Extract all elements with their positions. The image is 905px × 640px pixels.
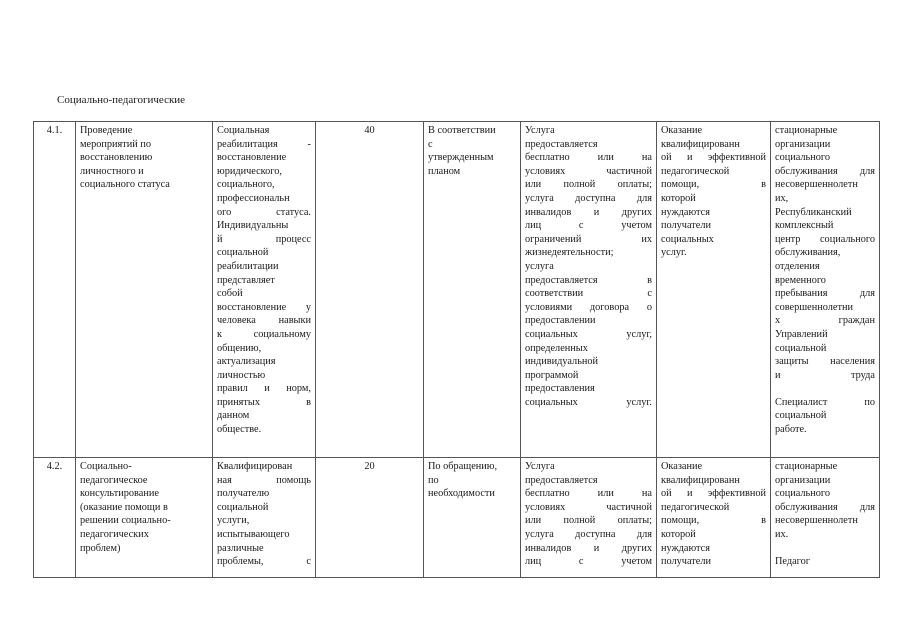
criteria-cell	[657, 458, 771, 578]
cell-line: работе.	[775, 424, 807, 436]
cell-line: По обращению,	[428, 461, 498, 472]
cell-line: представляет	[217, 274, 275, 286]
cell-line: Республиканский	[775, 206, 852, 218]
cell-line: планом	[428, 165, 461, 177]
cell-line: Социальная	[217, 125, 270, 136]
cell-line: их.	[775, 528, 789, 540]
cell-line: юридического,	[217, 165, 282, 177]
cell-line: педагогической	[661, 501, 730, 513]
cell-line: ого статуса.	[217, 206, 311, 218]
cell-line: проблем)	[80, 542, 121, 554]
cell-line: стационарные	[775, 125, 838, 136]
cell-line: бесплатно или на	[525, 152, 652, 164]
cell-line: стационарные	[775, 461, 838, 472]
cell-line: общению,	[217, 342, 262, 354]
cell-line: отделения	[775, 260, 820, 272]
row-number: 4.1.	[34, 122, 76, 458]
cell-line: восстановление у	[217, 301, 311, 313]
row-number: 4.2.	[34, 458, 76, 578]
cell-line: реабилитация -	[217, 138, 311, 150]
service-content-cell	[213, 458, 316, 578]
cell-line: реабилитации	[217, 260, 279, 272]
table-row	[34, 122, 880, 458]
cell-line: и труда	[775, 369, 875, 381]
cell-line: ой и эффективной	[661, 152, 766, 164]
cell-line: или полной оплаты;	[525, 179, 652, 191]
cell-line: личностного и	[80, 165, 144, 177]
cell-line: Квалифицирован	[217, 461, 293, 472]
conditions-cell	[521, 122, 657, 458]
cell-line: к социальному	[217, 328, 311, 340]
cell-line: пребывания для	[775, 288, 875, 300]
cell-line: восстановлению	[80, 152, 153, 164]
cell-line: социального	[775, 488, 831, 500]
cell-line: принятых в	[217, 396, 311, 408]
cell-line: предоставляется	[525, 474, 598, 486]
cell-line: собой	[217, 288, 243, 300]
cell-line: личностью	[217, 369, 266, 381]
cell-line: ой и эффективной	[661, 488, 766, 500]
cell-line: профессиональн	[217, 192, 290, 204]
cell-line: временного	[775, 274, 826, 286]
cell-line: их,	[775, 192, 789, 204]
cell-line: соответствии с	[525, 288, 652, 300]
service-name-cell	[76, 458, 213, 578]
cell-line: социальной	[775, 342, 827, 354]
cell-line: Специалист по	[775, 396, 875, 408]
cell-line: помощи, в	[661, 515, 766, 527]
cell-line: предоставления	[525, 383, 595, 395]
cell-line: по	[428, 474, 439, 486]
cell-line: нуждаются	[661, 542, 710, 554]
cell-line: услуга доступна для	[525, 192, 652, 204]
cell-line: индивидуальной	[525, 356, 599, 368]
cell-line: (оказание помощи в	[80, 501, 168, 513]
cell-line: педагогическое	[80, 474, 148, 486]
cell-line: правил и норм,	[217, 383, 311, 395]
cell-line: социальной	[775, 410, 827, 422]
cell-line: социальной	[217, 247, 269, 259]
cell-line: Управлений	[775, 328, 828, 340]
cell-line: социального	[775, 152, 831, 164]
cell-line: Услуга	[525, 125, 555, 136]
cell-line: В соответствии	[428, 125, 496, 136]
cell-line: с	[428, 138, 433, 150]
cell-line: испытывающего	[217, 528, 290, 540]
cell-line: предоставляется в	[525, 274, 652, 286]
cell-line: условиях частичной	[525, 501, 652, 513]
cell-line: решении социально-	[80, 515, 171, 527]
cell-line: ограничений их	[525, 233, 652, 245]
cell-line: социальных	[661, 233, 714, 245]
cell-line: получатели	[661, 556, 712, 568]
cell-line: которой	[661, 192, 696, 204]
cell-line: услуга	[525, 260, 554, 272]
cell-line: нуждаются	[661, 206, 710, 218]
cell-line: или полной оплаты;	[525, 515, 652, 527]
cell-line: актуализация	[217, 356, 276, 368]
cell-line: помощи, в	[661, 179, 766, 191]
timing-cell	[424, 122, 521, 458]
cell-line: лиц с учетом	[525, 220, 652, 232]
cell-line: социальных услуг.	[525, 396, 652, 408]
cell-line: защиты населения	[775, 356, 875, 368]
cell-line: Педагог	[775, 556, 811, 568]
cell-line: комплексный	[775, 220, 834, 232]
cell-line: организации	[775, 138, 831, 150]
cell-line: квалифицированн	[661, 474, 740, 486]
cell-line: программой	[525, 369, 579, 381]
cell-line: человека навыки	[217, 315, 311, 327]
cell-line: Индивидуальны	[217, 220, 289, 232]
cell-line: социальных услуг,	[525, 328, 652, 340]
cell-line: бесплатно или на	[525, 488, 652, 500]
cell-line: обслуживания,	[775, 247, 841, 259]
cell-line: условиях частичной	[525, 165, 652, 177]
cell-line: социального,	[217, 179, 275, 191]
cell-line: услуг.	[661, 247, 687, 259]
cell-line: консультирование	[80, 488, 159, 500]
criteria-cell	[657, 122, 771, 458]
cell-line	[775, 382, 875, 396]
timing-cell	[424, 458, 521, 578]
cell-line	[775, 542, 875, 556]
cell-line: Оказание	[661, 461, 703, 472]
cell-line: услуга доступна для	[525, 528, 652, 540]
services-table	[33, 121, 880, 578]
cell-line: инвалидов и других	[525, 542, 652, 554]
cell-line: предоставляется	[525, 138, 598, 150]
conditions-cell	[521, 458, 657, 578]
cell-line: обществе.	[217, 424, 262, 436]
service-content-cell	[213, 122, 316, 458]
cell-line: Социально-	[80, 461, 132, 472]
cell-line: лиц с учетом	[525, 556, 652, 568]
executors-cell	[771, 458, 880, 578]
cell-line: ная помощь	[217, 474, 311, 486]
cell-line: условиями договора о	[525, 301, 652, 313]
quantity-cell: 20	[316, 458, 424, 578]
cell-line: Проведение	[80, 125, 133, 136]
cell-line: мероприятий по	[80, 138, 152, 150]
cell-line: Оказание	[661, 125, 703, 136]
cell-line: совершеннолетни	[775, 301, 854, 313]
cell-line: получателю	[217, 488, 270, 500]
cell-line: данном	[217, 410, 250, 422]
section-title: Социально-педагогические	[57, 94, 186, 106]
cell-line: которой	[661, 528, 696, 540]
cell-line: педагогических	[80, 528, 149, 540]
cell-line: проблемы, с	[217, 556, 311, 568]
cell-line: утвержденным	[428, 152, 494, 164]
executors-cell	[771, 122, 880, 458]
service-name-cell	[76, 122, 213, 458]
cell-line: й процесс	[217, 233, 311, 245]
cell-line: услуги,	[217, 515, 250, 527]
cell-line: социальной	[217, 501, 269, 513]
cell-line: Услуга	[525, 461, 555, 472]
cell-line: восстановление	[217, 152, 287, 164]
quantity-cell: 40	[316, 122, 424, 458]
cell-line: квалифицированн	[661, 138, 740, 150]
cell-line: обслуживания для	[775, 501, 875, 513]
cell-line: инвалидов и других	[525, 206, 652, 218]
cell-line: жизнедеятельности;	[525, 247, 614, 259]
table-row	[34, 458, 880, 578]
cell-line: получатели	[661, 220, 712, 232]
cell-line: социального статуса	[80, 179, 170, 191]
cell-line: центр социального	[775, 233, 875, 245]
cell-line: х граждан	[775, 315, 875, 327]
cell-line: определенных	[525, 342, 588, 354]
cell-line: предоставлении	[525, 315, 596, 327]
cell-line: необходимости	[428, 488, 495, 500]
cell-line: несовершеннолетн	[775, 515, 858, 527]
cell-line: обслуживания для	[775, 165, 875, 177]
cell-line: организации	[775, 474, 831, 486]
cell-line: педагогической	[661, 165, 730, 177]
cell-line: различные	[217, 542, 264, 554]
cell-line: несовершеннолетн	[775, 179, 858, 191]
